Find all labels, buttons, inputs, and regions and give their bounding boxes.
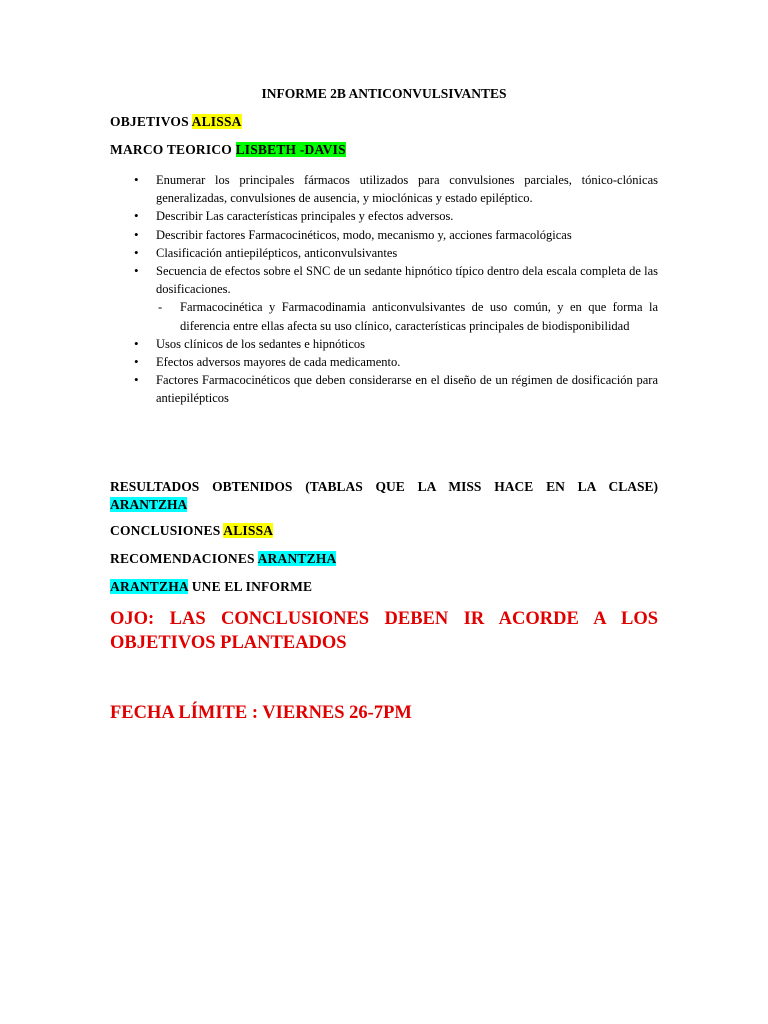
objetivos-label: OBJETIVOS <box>110 114 189 129</box>
conclusiones-label: CONCLUSIONES <box>110 523 221 538</box>
recomendaciones-assignee: ARANTZHA <box>257 551 337 566</box>
list-item: • Factores Farmacocinéticos que deben considerarse en el diseño de un régimen de dosificación para antiepilépticos <box>134 371 658 407</box>
sub-list-item: - Farmacocinética y Farmacodinamia anticonvulsivantes de uso común, y en que forma la diferencia entre ellas afecta su uso clínico, características principales de biodisponibilidad <box>156 298 658 334</box>
list-item: • Clasificación antiepilépticos, anticonvulsivantes <box>134 244 658 262</box>
warning-line-2: OBJETIVOS PLANTEADOS <box>110 633 347 653</box>
deadline: FECHA LÍMITE : VIERNES 26-7PM <box>110 703 412 723</box>
list-item: • Enumerar los principales fármacos utilizados para convulsiones parciales, tónico-clónicas generalizadas, convulsiones de ausencia, y mioclónicas y estado epiléptico. <box>134 171 658 207</box>
recomendaciones-line <box>110 551 660 567</box>
marco-teorico-line <box>110 142 660 158</box>
recomendaciones-label: RECOMENDACIONES <box>110 551 255 566</box>
list-item: • Describir factores Farmacocinéticos, modo, mecanismo y, acciones farmacológicas <box>134 226 658 244</box>
resultados-assignee: ARANTZHA <box>110 497 188 512</box>
une-informe-line <box>110 579 660 595</box>
list-item <box>134 262 658 335</box>
resultados-label: RESULTADOS OBTENIDOS (TABLAS QUE LA MISS HACE EN LA CLASE) <box>110 479 658 494</box>
conclusiones-line <box>110 523 660 539</box>
resultados-line <box>110 478 658 514</box>
sub-list <box>156 298 658 334</box>
warning-note <box>110 607 658 655</box>
document-title: INFORME 2B ANTICONVULSIVANTES <box>261 86 507 101</box>
une-informe-assignee: ARANTZHA <box>110 579 189 594</box>
objetivos-assignee: ALISSA <box>191 114 242 129</box>
list-item: • Describir Las características principales y efectos adversos. <box>134 207 658 225</box>
objetivos-line <box>110 114 660 130</box>
marco-teorico-assignee: LISBETH -DAVIS <box>235 142 346 157</box>
une-informe-label: UNE EL INFORME <box>191 579 313 594</box>
list-item: • Usos clínicos de los sedantes e hipnóticos <box>134 335 658 353</box>
warning-line-1: OJO: LAS CONCLUSIONES DEBEN IR ACORDE A LOS <box>110 609 658 629</box>
marco-teorico-label: MARCO TEORICO <box>110 142 232 157</box>
conclusiones-assignee: ALISSA <box>223 523 274 538</box>
list-item-text: Secuencia de efectos sobre el SNC de un sedante hipnótico típico dentro dela escala completa de las dosificaciones. <box>156 264 658 297</box>
list-item: • Efectos adversos mayores de cada medicamento. <box>134 353 658 371</box>
topics-list <box>134 171 658 408</box>
